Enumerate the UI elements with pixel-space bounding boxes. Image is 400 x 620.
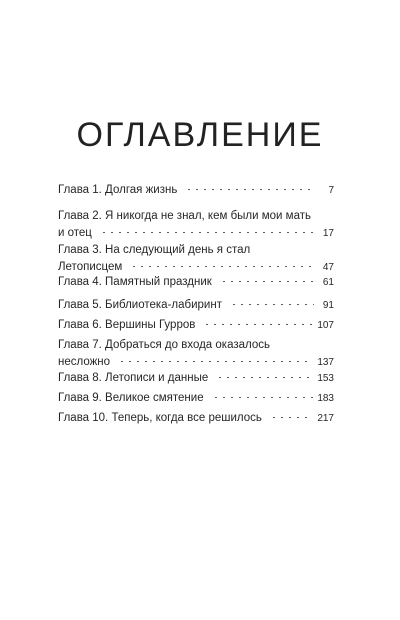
toc-entry-6 (58, 317, 334, 334)
toc-entry-7 (58, 337, 334, 371)
chapter-title: Глава 1. Долгая жизнь (58, 184, 178, 196)
chapter-title-line-1: Глава 2. Я никогда не знал, кем были мои мать (58, 210, 311, 222)
chapter-title-line-2: несложно (58, 356, 111, 368)
toc-line (58, 354, 334, 371)
dot-leader (118, 361, 313, 362)
dot-leader (270, 417, 313, 418)
dot-leader (130, 266, 314, 267)
toc-line (58, 225, 334, 242)
page-number: 137 (317, 357, 334, 368)
page-number: 153 (317, 373, 334, 384)
dot-leader (212, 397, 314, 398)
toc-line (58, 410, 334, 427)
toc-entry-10 (58, 410, 334, 427)
chapter-title-line-1: Глава 7. Добраться до входа оказалось (58, 339, 270, 351)
toc-entry-2 (58, 208, 334, 242)
toc-line (58, 297, 334, 314)
page-title: ОГЛАВЛЕНИЕ (76, 116, 324, 154)
chapter-title-line-1: Глава 3. На следующий день я стал (58, 244, 251, 256)
toc-line (58, 370, 334, 387)
page-number: 183 (317, 393, 334, 404)
page-number: 7 (328, 185, 334, 196)
page-number: 17 (322, 228, 334, 239)
chapter-title-line-2: и отец (58, 227, 92, 239)
toc-line (58, 390, 334, 407)
page-number: 217 (317, 413, 334, 424)
toc-entry-9 (58, 390, 334, 407)
toc-entry-8 (58, 370, 334, 387)
toc-entry-3 (58, 242, 334, 276)
dot-leader (100, 232, 314, 233)
toc-entry-1 (58, 182, 334, 199)
dot-leader (216, 377, 313, 378)
chapter-title: Глава 4. Памятный праздник (58, 276, 212, 288)
dot-leader (185, 189, 314, 190)
chapter-title: Глава 8. Летописи и данные (58, 372, 209, 384)
page-number: 61 (322, 277, 334, 288)
chapter-title-line-2: Летописцем (58, 261, 123, 273)
dot-leader (230, 304, 314, 305)
toc-entry-4 (58, 274, 334, 291)
dot-leader (220, 281, 314, 282)
chapter-title: Глава 6. Вершины Гурров (58, 319, 196, 331)
chapter-title: Глава 9. Великое смятение (58, 392, 204, 404)
toc-line (58, 274, 334, 291)
toc-line (58, 317, 334, 334)
chapter-title: Глава 10. Теперь, когда все решилось (58, 412, 262, 424)
page-number: 47 (322, 262, 334, 273)
page-number: 107 (317, 320, 334, 331)
toc-line (58, 182, 334, 199)
toc-entry-5 (58, 297, 334, 314)
dot-leader (203, 324, 313, 325)
chapter-title: Глава 5. Библиотека-лабиринт (58, 299, 222, 311)
page-number: 91 (322, 300, 334, 311)
